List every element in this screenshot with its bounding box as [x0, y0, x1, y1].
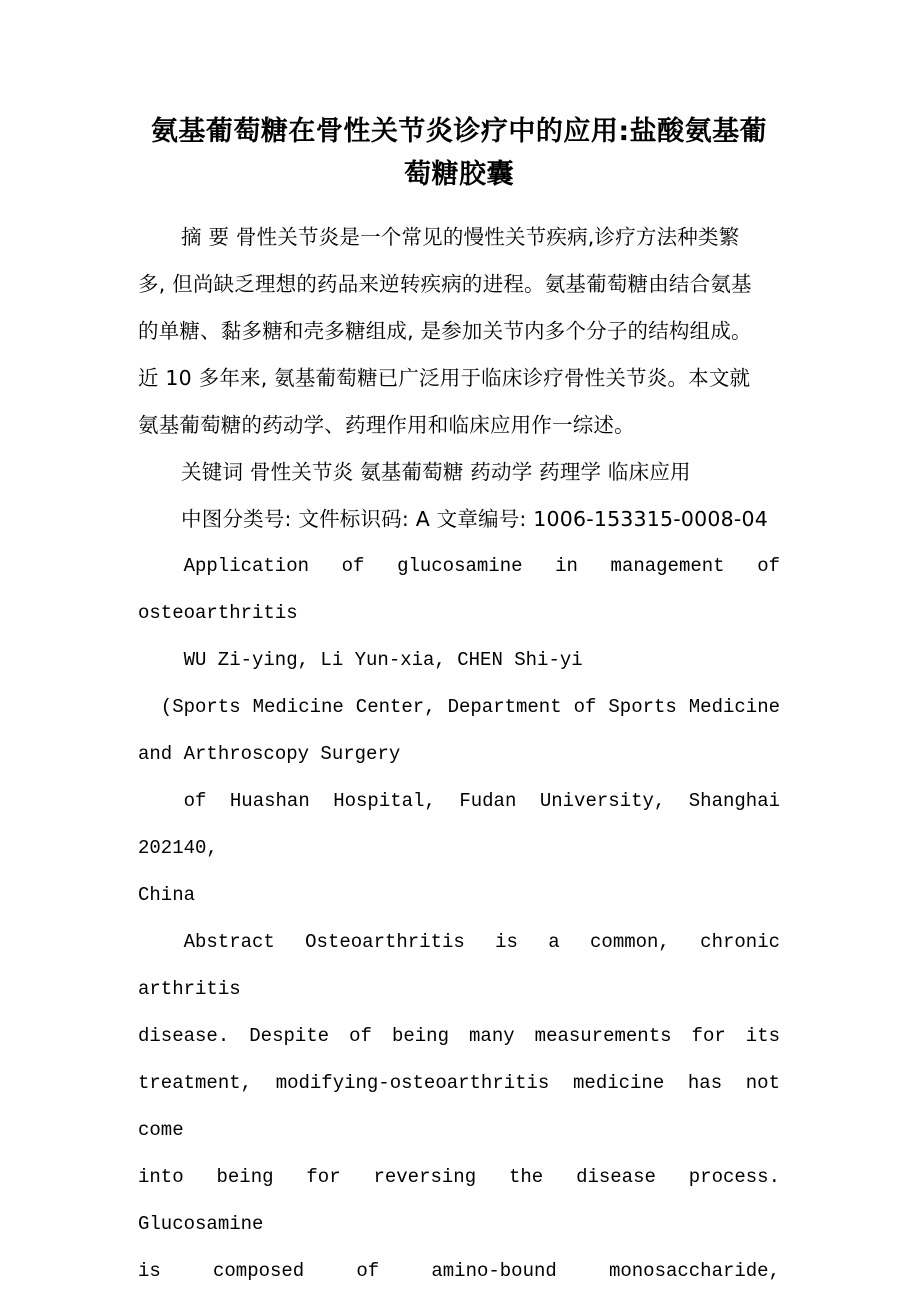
abstract-cn-line-4: 近 10 多年来, 氨基葡萄糖已广泛用于临床诊疗骨性关节炎。本文就 [138, 366, 751, 390]
abstract-en-line-3: treatment, modifying-osteoarthritis medicine has not come [138, 1072, 780, 1141]
english-block [138, 543, 780, 1295]
title-en-line-2: osteoarthritis [138, 602, 298, 624]
abstract-cn-line-2: 多, 但尚缺乏理想的药品来逆转疾病的进程。氨基葡萄糖由结合氨基 [138, 272, 752, 296]
chinese-abstract-block [138, 214, 780, 449]
page-title: 氨基葡萄糖在骨性关节炎诊疗中的应用:盐酸氨基葡萄糖胶囊 [150, 116, 768, 190]
authors-en: WU Zi-ying, Li Yun-xia, CHEN Shi-yi [183, 649, 583, 671]
abstract-cn-line-3: 的单糖、黏多糖和壳多糖组成, 是参加关节内多个分子的结构组成。 [138, 319, 752, 343]
abstract-cn-line-5: 氨基葡萄糖的药动学、药理作用和临床应用作一综述。 [138, 413, 635, 437]
abstract-en-line-2: disease. Despite of being many measurements for its [138, 1025, 780, 1047]
title-en-line-1: Application of glucosamine in management of [183, 555, 780, 577]
abstract-en-line-1: Abstract Osteoarthritis is a common, chronic arthritis [138, 931, 780, 1000]
keywords-cn: 关键词 骨性关节炎 氨基葡萄糖 药动学 药理学 临床应用 [181, 460, 691, 484]
affiliation-line-2: and Arthroscopy Surgery [138, 743, 401, 765]
affiliation-line-1: (Sports Medicine Center, Department of Sports Medicine [160, 696, 780, 718]
abstract-en-line-5: is composed of amino-bound monosaccharide, [138, 1260, 780, 1282]
abstract-en-line-4: into being for reversing the disease process. Glucosamine [138, 1166, 780, 1235]
affiliation-line-4: China [138, 884, 196, 906]
affiliation-line-3: of Huashan Hospital, Fudan University, Shanghai 202140, [138, 790, 780, 859]
classification-number: 中图分类号: 文件标识码: A 文章编号: 1006-153315-0008-04 [181, 507, 768, 531]
abstract-cn-line-1: 摘 要 骨性关节炎是一个常见的慢性关节疾病,诊疗方法种类繁 [181, 225, 740, 249]
